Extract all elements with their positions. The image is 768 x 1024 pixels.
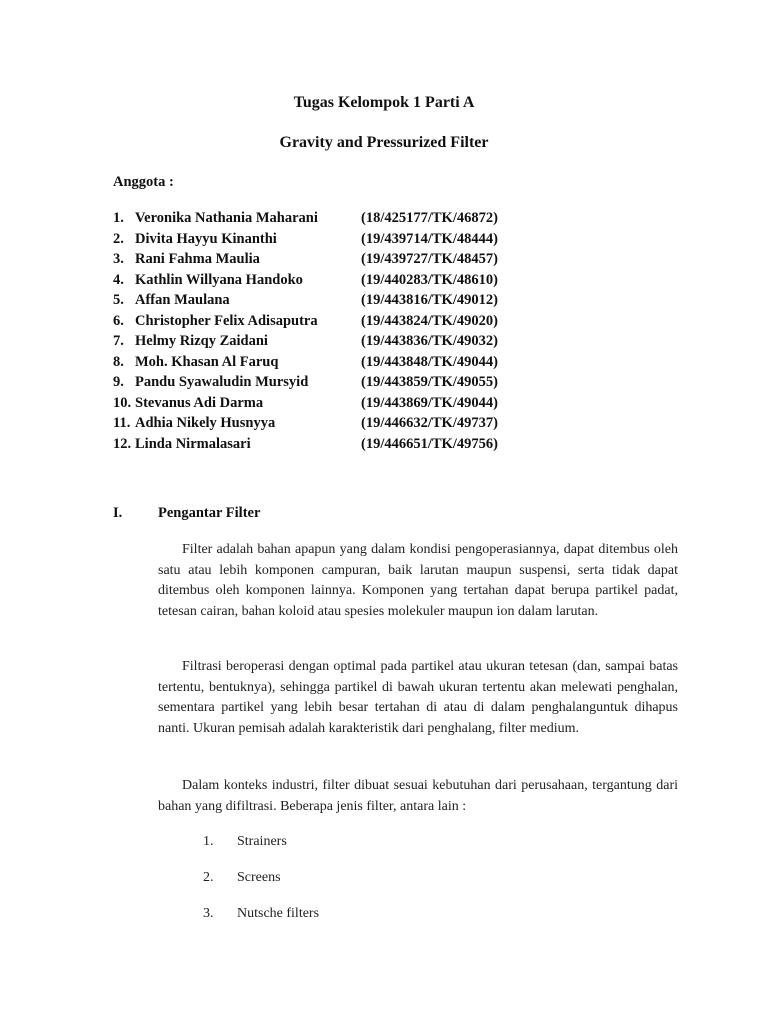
member-row <box>113 290 533 311</box>
list-item-number: 1. <box>203 834 214 849</box>
member-id: (19/443824/TK/49020) <box>361 312 498 329</box>
list-item-text: Screens <box>237 870 281 885</box>
member-number: 2. <box>113 230 124 247</box>
list-item-number: 3. <box>203 906 214 921</box>
member-number: 12. <box>113 435 132 452</box>
member-name: Veronika Nathania Maharani <box>135 210 318 226</box>
member-number: 8. <box>113 353 124 370</box>
member-number: 11. <box>113 415 131 431</box>
member-name: Divita Hayyu Kinanthi <box>135 230 277 247</box>
member-row <box>113 208 533 229</box>
member-name: Moh. Khasan Al Faruq <box>135 353 279 370</box>
member-row <box>113 434 533 455</box>
member-id: (18/425177/TK/46872) <box>361 210 498 226</box>
member-id: (19/443836/TK/49032) <box>361 333 498 349</box>
paragraph-1 <box>158 540 678 622</box>
paragraph-3-text: Dalam konteks industri, filter dibuat sesuai kebutuhan dari perusahaan, tergantung dari bahan yang difiltrasi. Beberapa jenis filter, antara lain : <box>158 778 678 814</box>
member-id: (19/443869/TK/49044) <box>361 394 498 411</box>
member-row <box>113 311 533 332</box>
document-title: Tugas Kelompok 1 Parti A <box>293 94 475 111</box>
member-name: Stevanus Adi Darma <box>135 394 264 411</box>
member-row <box>113 393 533 414</box>
member-name: Affan Maulana <box>135 292 230 308</box>
member-row <box>113 229 533 250</box>
member-name: Rani Fahma Maulia <box>135 251 260 267</box>
members-list <box>113 208 533 454</box>
member-id: (19/443848/TK/49044) <box>361 353 498 370</box>
member-name: Christopher Felix Adisaputra <box>135 312 318 329</box>
member-number: 3. <box>113 251 124 267</box>
section-number: I. <box>113 505 123 521</box>
paragraph-3 <box>158 776 678 817</box>
paragraph-1-text: Filter adalah bahan apapun yang dalam kondisi pengoperasiannya, dapat ditembus oleh satu atau lebih komponen campuran, baik larutan maupun suspensi, serta tidak dapat ditembus oleh komponen lainnya. Komponen yang tertahan dapat berupa partikel padat, tetesan cairan, bahan koloid atau spesies molekuler maupun ion dalam larutan. <box>158 542 678 619</box>
member-id: (19/440283/TK/48610) <box>361 271 498 288</box>
member-id: (19/443816/TK/49012) <box>361 292 498 308</box>
member-name: Linda Nirmalasari <box>135 435 251 452</box>
paragraph-2-text: Filtrasi beroperasi dengan optimal pada partikel atau ukuran tetesan (dan, sampai batas tertentu, bentuknya), sehingga partikel di bawah ukuran tertentu akan melewati penghalan, sementara partikel yang lebih besar tertahan di atau di dalam penghalanguntuk dihapus nanti. Ukuran pemisah adalah karakteristik dari penghalang, filter medium. <box>158 659 678 736</box>
member-number: 6. <box>113 312 124 329</box>
members-label: Anggota : <box>113 174 174 190</box>
paragraph-2 <box>158 657 678 739</box>
member-number: 1. <box>113 210 124 226</box>
member-row <box>113 372 533 393</box>
member-number: 7. <box>113 333 124 349</box>
member-name: Pandu Syawaludin Mursyid <box>135 374 309 390</box>
member-id: (19/439714/TK/48444) <box>361 230 498 247</box>
list-item-text: Nutsche filters <box>237 906 320 921</box>
member-number: 9. <box>113 374 124 390</box>
member-name: Kathlin Willyana Handoko <box>135 271 303 288</box>
member-row <box>113 249 533 270</box>
member-id: (19/446651/TK/49756) <box>361 435 498 452</box>
member-id: (19/446632/TK/49737) <box>361 415 498 431</box>
member-row <box>113 270 533 291</box>
member-id: (19/443859/TK/49055) <box>361 374 498 390</box>
member-number: 10. <box>113 394 132 411</box>
list-item-number: 2. <box>203 870 214 885</box>
member-number: 4. <box>113 271 124 288</box>
member-row <box>113 352 533 373</box>
member-row <box>113 413 533 434</box>
member-name: Adhia Nikely Husnyya <box>135 415 276 431</box>
document-subtitle: Gravity and Pressurized Filter <box>279 134 489 151</box>
member-id: (19/439727/TK/48457) <box>361 251 498 267</box>
member-number: 5. <box>113 292 124 308</box>
member-name: Helmy Rizqy Zaidani <box>135 333 268 349</box>
member-row <box>113 331 533 352</box>
list-item-text: Strainers <box>237 834 287 849</box>
section-title: Pengantar Filter <box>158 505 261 521</box>
